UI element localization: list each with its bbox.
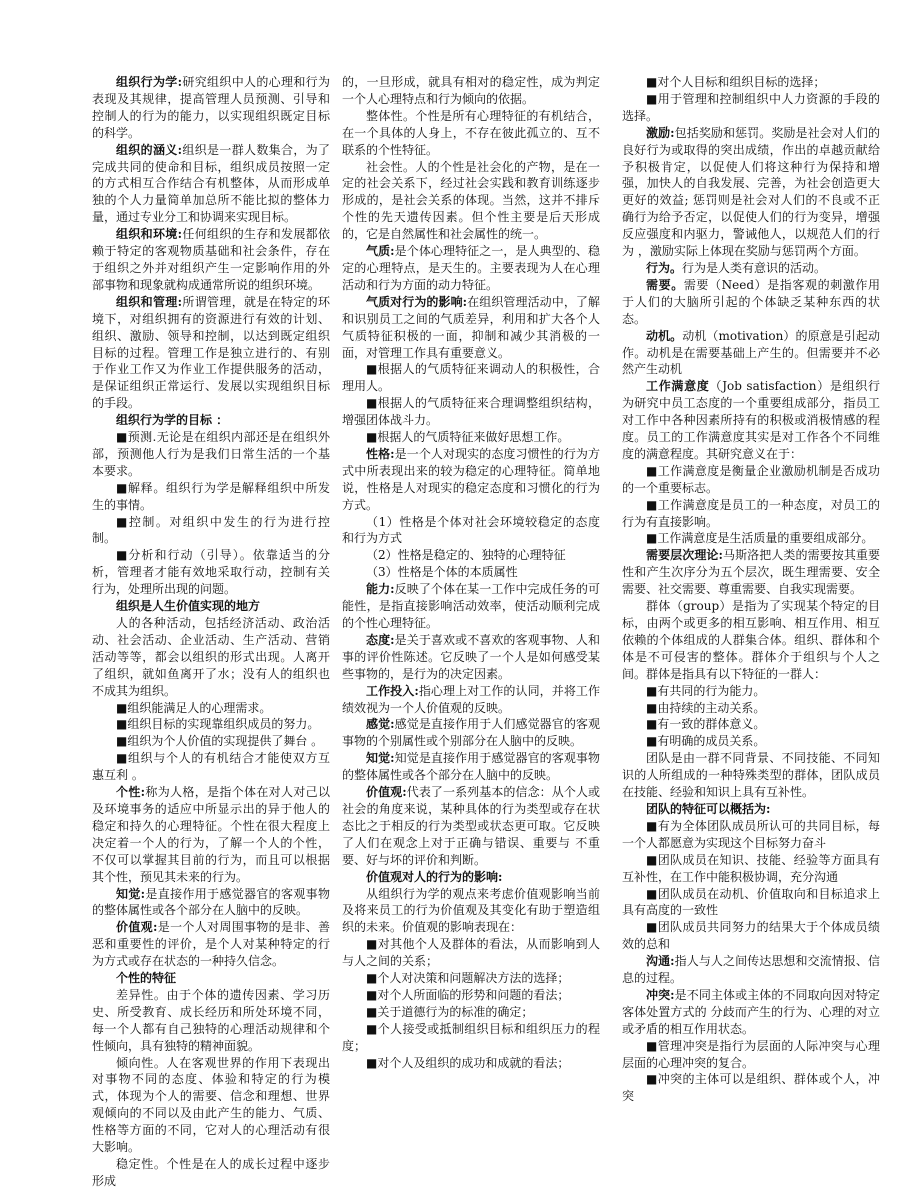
term-heading: 态度: — [366, 632, 395, 647]
paragraph-text: ■对其他个人及群体的看法，从而影响到人与人之间的关系； — [342, 937, 600, 969]
term-heading: 知觉: — [366, 751, 395, 766]
paragraph — [92, 987, 330, 1055]
paragraph — [92, 547, 330, 598]
term-heading: 激励: — [646, 125, 675, 140]
paragraph-text: 是直接作用于感觉器官的客观事物的整体属性或各个部分在人脑中的反映。 — [92, 886, 330, 918]
term-heading: 个性的特征 — [116, 971, 177, 986]
paragraph-text: 称为人格，是指个体在对人对己以及环境事务的适应中所显示出的异于他人的稳定和持久的心理特征。个性在很大程度上决定着一个人的行为，了解一个人的个性，不仅可以掌握其目前的行为，而且可以根据其个性，预见其未来的行为。 — [92, 785, 330, 884]
paragraph — [342, 784, 600, 869]
paragraph — [342, 243, 600, 294]
term-heading: 需要层次理论: — [646, 548, 723, 563]
paragraph — [92, 142, 330, 227]
paragraph — [622, 750, 880, 801]
paragraph-text: 稳定性。个性是在人的成长过程中逐步形成 — [92, 1157, 330, 1188]
paragraph-text: 指心理上对工作的认同，并将工作绩效视为一个人价值观的反映。 — [342, 683, 600, 715]
paragraph — [622, 328, 880, 379]
paragraph — [342, 564, 600, 581]
paragraph-text: ■工作满意度是员工的一种态度，对员工的行为有直接影响。 — [622, 497, 880, 529]
paragraph — [622, 497, 880, 531]
term-heading: 团队的特征可以概括为: — [646, 801, 771, 816]
paragraph-text: （Job satisfaction）是组织行为研究中员工态度的一个重要组成部分，指员工对工作中各种因素所持有的积极或消极情感的程度。员工的工作满意度其实是对工作各个不同维度的满意程度。其研究意义在于： — [622, 379, 880, 461]
paragraph-text: 人的各种活动，包括经济活动、政治活动、社会活动、企业活动、生产活动、营销活动等等，都会以组织的形式出现。人离开了组织，就如鱼离开了水；没有人的组织也不成其为组织。 — [92, 616, 330, 698]
paragraph-text: ■预测.无论是在组织内部还是在组织外部，预测他人行为是我们日常生活的一个基本要求。 — [92, 430, 330, 478]
paragraph — [342, 970, 600, 987]
paragraph — [92, 412, 330, 429]
paragraph-text: ■有共同的行为能力。 — [646, 683, 766, 698]
term-heading: 沟通: — [646, 954, 675, 969]
paragraph — [92, 970, 330, 987]
term-heading: 动机。 — [646, 328, 683, 343]
paragraph — [92, 598, 330, 615]
paragraph-text: ■团队成员在动机、价值取向和目标追求上具有高度的一致性 — [622, 886, 880, 918]
paragraph — [622, 277, 880, 328]
paragraph-text: ■个人对决策和问题解决方法的选择； — [366, 971, 570, 986]
paragraph — [342, 869, 600, 886]
paragraph — [622, 987, 880, 1038]
paragraph-text: ■关于道德行为的标准的确定； — [366, 1004, 534, 1019]
paragraph-text: ■个人接受或抵制组织目标和组织压力的程度； — [342, 1021, 600, 1053]
term-heading: 知觉: — [116, 886, 146, 901]
term-heading: 组织行为学: — [116, 75, 183, 89]
paragraph-text: 包括奖励和惩罚。奖励是社会对人们的良好行为或取得的突出成绩，作出的卓越贡献给予积极肯定，以促使人们将这种行为保持和增强，加快人的自我发展、完善，为社会创造更大更好的效益; 惩罚则是社会对人们的不良或不正确行为给予否定，以促使人们的行为变异，增强反应强度和内驱力，警诫他人，以规范人们的行为 ，激励实际上体现在奖励与惩罚两个方面。 — [622, 125, 880, 259]
paragraph-text: 的，一旦形成，就具有相对的稳定性，成为判定一个人心理特点和行为倾向的依据。 — [342, 75, 600, 106]
paragraph — [92, 733, 330, 750]
paragraph-text: 代表了一系列基本的信念：从个人或社会的角度来说，某种具体的行为类型或存在状态比之于相反的行为类型或状态更可取。它反映了人们在观念上对于正确与错误、重要与 不重要、好与坏的评价和判断。 — [342, 785, 600, 867]
paragraph-text: 团队是由一群不同背景、不同技能、不同知识的人所组成的一种特殊类型的群体，团队成员在技能、经验和知识上具有互补性。 — [622, 751, 880, 800]
paragraph-text: 是个体心理特征之一，是人典型的、稳定的心理特点，是天生的。主要表现为人在心理活动和行为方面的动力特征。 — [342, 244, 600, 292]
paragraph-text: 社会性。人的个性是社会化的产物，是在一定的社会关系下，经过社会实践和教育训练逐步形成的，是社会关系的体现。当然，这并不排斥个性的先天遗传因素。但个性主要是后天形成的，它是自然属性和社会属性的统一。 — [342, 159, 600, 242]
term-heading: 感觉: — [366, 717, 395, 732]
paragraph-text: ■工作满意度是衡量企业激励机制是否成功的一个重要标志。 — [622, 463, 880, 495]
paragraph — [92, 226, 330, 294]
paragraph-text: 马斯洛把人类的需要按其重要性和产生次序分为五个层次，既生理需要、安全需要、社交需要、尊重需要、自我实现需要。 — [622, 548, 880, 597]
paragraph-text: （3）性格是个体的本质属性 — [366, 565, 518, 580]
paragraph — [92, 480, 330, 514]
term-heading: 行为。 — [646, 260, 683, 275]
paragraph — [92, 919, 330, 970]
paragraph — [92, 784, 330, 885]
paragraph-text: 知觉是直接作用于感觉器官的客观事物的整体属性或各个部分在人脑中的反映。 — [342, 751, 600, 783]
paragraph — [622, 919, 880, 953]
paragraph-text: ■团队成员在知识、技能、经验等方面具有互补性，在工作中能积极协调，充分沟通 — [622, 852, 880, 884]
paragraph-text: ■对个人目标和组织目标的选择； — [646, 75, 826, 89]
paragraph-text: 所谓管理，就是在特定的环境下，对组织拥有的资源进行有效的计划、组织、激励、领导和控制，以达到既定组织目标的过程。管理工作是独立进行的、有别于作业工作又为作业工作提供服务的活动，是保证组织正常运行、发展以实现组织目标的手段。 — [92, 294, 330, 411]
paragraph-text: ■对个人及组织的成功和成就的看法； — [366, 1055, 570, 1070]
paragraph — [342, 1004, 600, 1021]
term-heading: 组织和环境: — [116, 227, 183, 242]
paragraph-text: ■根据人的气质特征来做好思想工作。 — [366, 430, 570, 445]
paragraph-text: ■有明确的成员关系。 — [646, 734, 766, 749]
paragraph — [622, 463, 880, 497]
paragraph — [92, 74, 330, 142]
paragraph — [342, 987, 600, 1004]
paragraph — [622, 378, 880, 463]
paragraph-text: ■管理冲突是指行为层面的人际冲突与心理层面的心理冲突的复合。 — [622, 1038, 880, 1070]
paragraph — [622, 125, 880, 260]
paragraph — [622, 801, 880, 818]
paragraph-text: ■组织与个人的有机结合才能使双方互惠互利 。 — [92, 751, 330, 783]
paragraph — [342, 581, 600, 632]
paragraph — [342, 361, 600, 395]
paragraph-text: ■有为全体团队成员所认可的共同目标，每一个人都愿意为实现这个目标努力奋斗 — [622, 818, 880, 850]
term-heading: 气质对行为的影响: — [366, 294, 468, 309]
paragraph — [622, 683, 880, 700]
paragraph-text: 整体性。个性是所有心理特征的有机结合，在一个具体的人身上，不存在彼此孤立的、互不联系的个性特征。 — [342, 108, 600, 157]
paragraph — [622, 716, 880, 733]
paragraph — [622, 818, 880, 852]
paragraph-text: ■分析和行动（引导）。依靠适当的分析，管理者才能有效地采取行动，控制有关行为，处理所出现的问题。 — [92, 548, 330, 597]
paragraph — [92, 514, 330, 548]
term-heading: 组织是人生价值实现的地方 — [116, 599, 261, 614]
paragraph — [622, 598, 880, 683]
term-heading: 价值观: — [366, 785, 407, 800]
paragraph — [622, 852, 880, 886]
paragraph-text: 任何组织的生存和发展都依赖于特定的客观物质基础和社会条件，存在于组织之外并对组织产生一定影响作用的外部事物和现象就构成通常所说的组织环境。 — [92, 227, 330, 292]
paragraph — [342, 750, 600, 784]
column-2 — [342, 74, 600, 1071]
paragraph — [622, 530, 880, 547]
term-heading: 性格: — [366, 446, 395, 461]
paragraph-text: 行为是人类有意识的活动。 — [682, 260, 827, 275]
paragraph — [622, 547, 880, 598]
term-heading: 组织和管理: — [116, 294, 183, 309]
paragraph — [622, 700, 880, 717]
paragraph-text: ■组织能满足人的心理需求。 — [116, 700, 272, 715]
paragraph — [622, 91, 880, 125]
paragraph — [342, 886, 600, 937]
paragraph-text: ■根据人的气质特征来合理调整组织结构，增强团体战斗力。 — [342, 396, 600, 428]
paragraph-text: 感觉是直接作用于人们感觉器官的客观事物的个别属性或个别部分在人脑中的反映。 — [342, 717, 600, 749]
paragraph-text: 需要（Need）是指客观的刺激作用于人们的大脑所引起的个体缺乏某种东西的状态。 — [622, 277, 880, 326]
paragraph — [342, 936, 600, 970]
paragraph — [342, 395, 600, 429]
term-heading: 组织的涵义: — [116, 142, 183, 157]
term-heading: 工作满意度 — [646, 379, 710, 394]
paragraph-text: ■根据人的气质特征来调动人的积极性，合理用人。 — [342, 362, 600, 394]
paragraph-text: ■工作满意度是生活质量的重要组成部分。 — [646, 531, 874, 546]
paragraph-text: 差异性。由于个体的遗传因素、学习历史、所受教育、成长经历和所处环境不同，每一个人都有自己独特的心理活动规律和个性倾向，具有独特的精神面貌。 — [92, 987, 330, 1053]
paragraph — [92, 750, 330, 784]
term-heading: 冲突: — [646, 987, 675, 1002]
paragraph-text: 在组织管理活动中，了解和识别员工之间的气质差异，利用和扩大各个人气质特征积极的一面，抑制和减少其消极的一面，对管理工作具有重要意义。 — [342, 294, 600, 360]
paragraph-text: 研究组织中人的心理和行为表现及其规律，提高管理人员预测、引导和控制人的行为的能力，以实现组织既定目标的科学。 — [92, 75, 330, 140]
term-heading: 组织行为学的目标 ： — [116, 413, 229, 428]
paragraph-text: 从组织行为学的观点来考虑价值观影响当前及将来员工的行为价值观及其变化有助于塑造组织的未来。价值观的影响表现在： — [342, 886, 600, 935]
paragraph — [92, 429, 330, 480]
paragraph — [342, 1055, 600, 1072]
paragraph-text: ■用于管理和控制组织中人力资源的手段的选择。 — [622, 91, 880, 123]
paragraph — [622, 1038, 880, 1072]
paragraph-text: 是一个人对周围事物的是非、善恶和重要性的评价，是个人对某种特定的行为方式或存在状态的一种持久信念。 — [92, 920, 330, 969]
paragraph-text: ■团队成员共同努力的结果大于个体成员绩效的总和 — [622, 920, 880, 952]
paragraph — [622, 260, 880, 277]
paragraph — [92, 294, 330, 412]
paragraph-text: 是关于喜欢或不喜欢的客观事物、人和事的评价性陈述。它反映了一个人是如何感受某些事物的，是行为的决定因素。 — [342, 632, 600, 681]
paragraph — [342, 514, 600, 548]
paragraph-text: 反映了个体在某一工作中完成任务的可能性，是指直接影响活动效率，使活动顺利完成的个性心理特征。 — [342, 582, 600, 630]
paragraph — [622, 733, 880, 750]
term-heading: 工作投入: — [366, 683, 419, 698]
paragraph — [342, 632, 600, 683]
paragraph-text: ■组织为个人价值的实现提供了舞台 。 — [116, 734, 324, 749]
paragraph — [342, 683, 600, 717]
paragraph-text: 倾向性。人在客观世界的作用下表现出对事物不同的态度、体验和特定的行为模式，体现为个人的需要、信念和理想、世界观倾向的不同以及由此产生的能力、气质、性格等方面的不同，它对人的心理活动有很大影响。 — [92, 1055, 330, 1155]
term-heading: 个性: — [116, 785, 146, 800]
paragraph-text: 组织是一群人数集合，为了完成共同的使命和目标，组织成员按照一定的方式相互合作结合有机整体，从而形成单独的个人力量简单加总所不能比拟的整体力量，通过专业分工和协调来实现目标。 — [92, 142, 330, 225]
paragraph-text: 群体（group）是指为了实现某个特定的目标，由两个或更多的相互影响、相互作用、相互依赖的个体组成的人群集合体。组织、群体和个体是不可侵害的整体。群体介于组织与个人之间。群体是指具有以下特征的一群人： — [622, 599, 880, 681]
term-heading: 能力: — [366, 582, 395, 597]
column-3 — [622, 74, 880, 1105]
paragraph-text: ■组织目标的实现靠组织成员的努力。 — [116, 717, 320, 732]
paragraph-text: （1）性格是个体对社会环境较稳定的态度和行为方式 — [342, 514, 600, 546]
term-heading: 价值观: — [116, 920, 158, 935]
paragraph — [342, 716, 600, 750]
paragraph-text: 是一个人对现实的态度习惯性的行为方式中所表现出来的较为稳定的心理特征。简单地说，性格是人对现实的稳定态度和习惯化的行为方式。 — [342, 446, 600, 512]
paragraph-text: （2）性格是稳定的、独特的心理特征 — [366, 548, 566, 563]
paragraph-text: ■冲突的主体可以是组织、群体或个人，冲突 — [622, 1072, 880, 1104]
paragraph — [92, 1055, 330, 1156]
column-1 — [92, 74, 330, 1190]
paragraph — [92, 700, 330, 717]
paragraph-text: ■由持续的主动关系。 — [646, 700, 766, 715]
paragraph-text: ■控制。对组织中发生的行为进行控制。 — [92, 514, 330, 546]
paragraph — [622, 886, 880, 920]
paragraph — [342, 1021, 600, 1055]
paragraph — [622, 953, 880, 987]
term-heading: 需要。 — [646, 277, 684, 292]
paragraph-text: 动机（motivation）的原意是引起动作。动机是在需要基础上产生的。但需要并不必然产生动机 — [622, 328, 880, 377]
term-heading: 气质: — [366, 244, 395, 259]
paragraph — [622, 74, 880, 91]
paragraph — [92, 615, 330, 700]
term-heading: 价值观对人的行为的影响: — [366, 869, 503, 884]
paragraph — [342, 108, 600, 159]
paragraph — [92, 716, 330, 733]
paragraph — [342, 547, 600, 564]
paragraph — [342, 429, 600, 446]
paragraph — [342, 159, 600, 244]
paragraph-text: ■有一致的群体意义。 — [646, 717, 766, 732]
paragraph — [342, 294, 600, 362]
paragraph — [92, 886, 330, 920]
paragraph — [342, 74, 600, 108]
paragraph-text: 是不同主体或主体的不同取向因对特定客体处置方式的 分歧而产生的行为、心理的对立或矛盾的相互作用状态。 — [622, 987, 880, 1036]
paragraph-text: 指人与人之间传达思想和交流情报、信息的过程。 — [622, 954, 880, 986]
paragraph-text: ■对个人所面临的形势和问题的看法； — [366, 987, 570, 1002]
paragraph-text: ■解释。组织行为学是解释组织中所发生的事情。 — [92, 480, 330, 512]
paragraph — [92, 1156, 330, 1190]
paragraph — [622, 1071, 880, 1105]
paragraph — [342, 446, 600, 514]
